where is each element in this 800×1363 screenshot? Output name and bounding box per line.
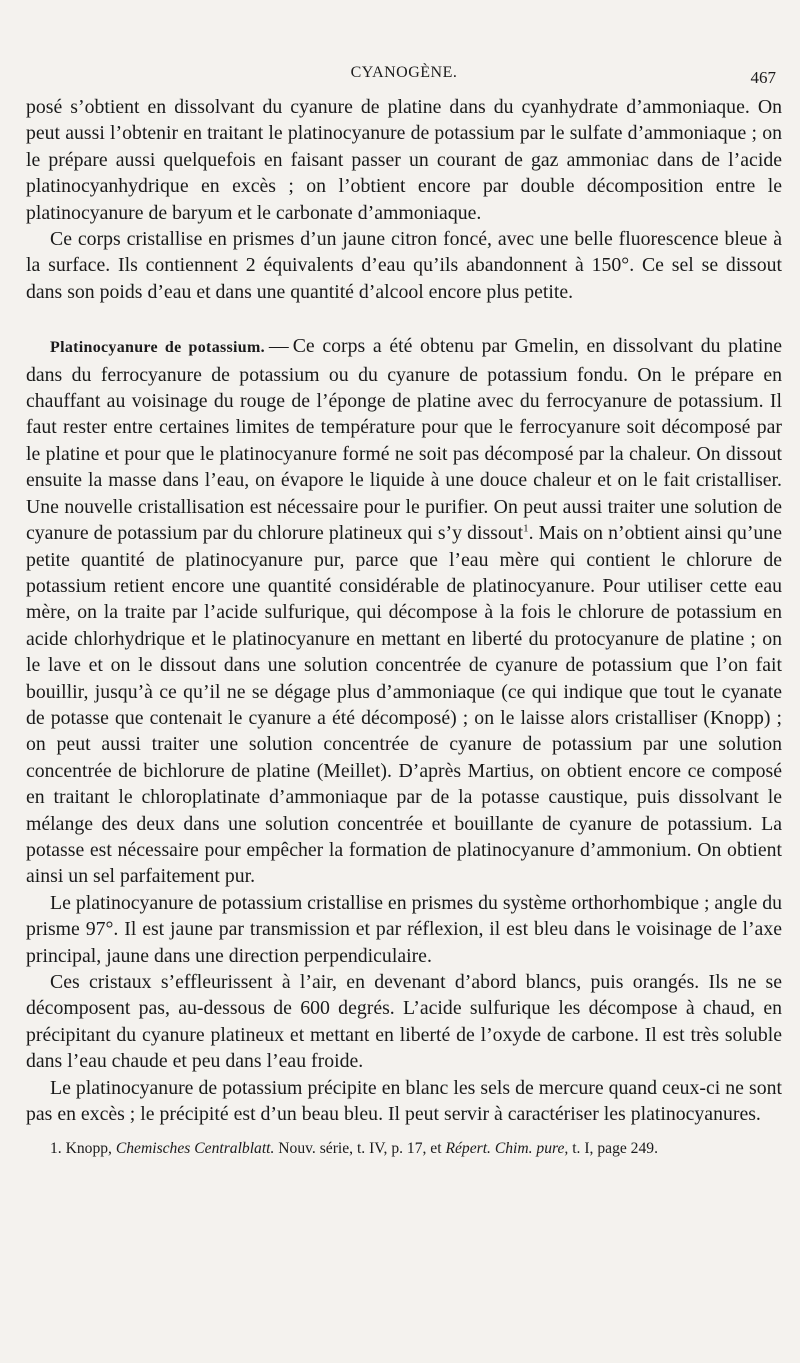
footnote xyxy=(26,1139,782,1159)
paragraph-platinocyanure-potassium xyxy=(26,333,782,890)
page-number: 467 xyxy=(750,68,776,87)
section-gap xyxy=(26,305,782,333)
footnote-number: 1. xyxy=(50,1140,62,1158)
footnote-text-c: t. I, page 249. xyxy=(568,1140,658,1158)
paragraph-text-b: . Mais on n’obtient ainsi qu’une petite quantité de platinocyanure pur, parce que l’eau mère qui contient le chlorure de potassium retient encore une quantité considérable de platinocyanure. Pour utiliser cette eau mère, on la traite par l’acide sulfurique, qui décompose à la fois le chlorure de potassium en acide chlorhydrique et le platinocyanure en mettant en liberté du protocyanure de platine ; on le lave et on le dissout dans une solution concentrée de cyanure de potassium que l’on fait bouillir, jusqu’à ce qu’il ne se dégage plus d’ammoniaque (ce qui indique que tout le cyanate de potasse que contenait le cyanure a été décomposé) ; on le laisse alors cristalliser (Knopp) ; on peut aussi traiter une solution concentrée de cyanure de potassium par une solution concentrée de bichlorure de platine (Meillet). D’après Martius, on obtient encore ce composé en traitant le chloroplatinate d’ammoniaque par de la potasse caustique, puis dissolvant le mélange des deux dans une solution concentrée et bouillante de cyanure de potassium. La potasse est nécessaire pour empêcher la formation de platinocyanure d’ammonium. On obtient ainsi un sel parfaitement pur. xyxy=(26,522,782,888)
paragraph-properties: Ce corps cristallise en prismes d’un jaune citron foncé, avec une belle fluorescence bleue à la surface. Ils contiennent 2 équivalents d’eau qu’ils abandonnent à 150°. Ce sel se dissout dans son poids d’eau et dans une quantité d’alcool encore plus petite. xyxy=(26,228,782,303)
paragraph-crystallography: Le platinocyanure de potassium cristallise en prismes du système orthorhombique ; angle du prisme 97°. Il est jaune par transmission et par réflexion, il est bleu dans le voisinage de l’axe principal, jaune dans une direction perpendiculaire. xyxy=(26,891,782,967)
footnote-text-a: Knopp, xyxy=(61,1140,116,1158)
footnote-reference[interactable]: 1 xyxy=(523,522,529,535)
running-title: CYANOGÈNE. xyxy=(350,64,458,81)
running-head xyxy=(26,58,782,94)
paragraph-text-a: Ce corps a été obtenu par Gmelin, en dissolvant du platine dans du ferrocyanure de potassium ou du cyanure de potassium fondu. On le prépare en chauffant au voisinage du rouge de l’éponge de platine avec du ferrocyanure de potassium. Il faut rester entre certaines limites de température pour que le ferrocyanure soit décomposé par le platine et pour que le platinocyanure formé ne soit pas décomposé par la chaleur. On dissout ensuite la masse dans l’eau, on évapore le liquide à une douce chaleur et on le fait cristalliser. Une nouvelle cristallisation est nécessaire pour le purifier. On peut aussi traiter une solution de cyanure de potassium par du chlorure platineux qui s’y dissout xyxy=(26,335,782,545)
paragraph-efflorescence: Ces cristaux s’effleurissent à l’air, en devenant d’abord blancs, puis orangés. Ils ne se décomposent pas, au-dessous de 600 degrés. L’acide sulfurique les décompose à chaud, en précipitant du cyanure platineux et mettant en liberté de l’oxyde de carbone. Il est très soluble dans l’eau chaude et peu dans l’eau froide. xyxy=(26,971,782,1073)
footnote-source-a: Chemisches Centralblatt. xyxy=(115,1140,275,1158)
footnote-text-b: Nouv. série, t. IV, p. 17, et xyxy=(274,1140,446,1158)
page xyxy=(26,58,782,1159)
paragraph-precipitate: Le platinocyanure de potassium précipite en blanc les sels de mercure quand ceux-ci ne sont pas en excès ; le précipité est d’un beau bleu. Il peut servir à caractériser les platinocyanures. xyxy=(26,1076,782,1126)
paragraph-continuation: posé s’obtient en dissolvant du cyanure de platine dans du cyanhydrate d’ammoniaque. On peut aussi l’obtenir en traitant le platinocyanure de potassium par le sulfate d’ammoniaque ; on le prépare aussi quelquefois en faisant passer un courant de gaz ammoniac dans de l’acide platinocyanhydrique en excès ; on l’obtient encore par double décomposition entre le platinocyanure de baryum et le carbonate d’ammoniaque. xyxy=(26,96,782,224)
footnote-source-b: Répert. Chim. pure, xyxy=(445,1140,569,1158)
heading-dash: — xyxy=(268,335,289,358)
section-heading: Platinocyanure de potassium. xyxy=(50,339,265,357)
